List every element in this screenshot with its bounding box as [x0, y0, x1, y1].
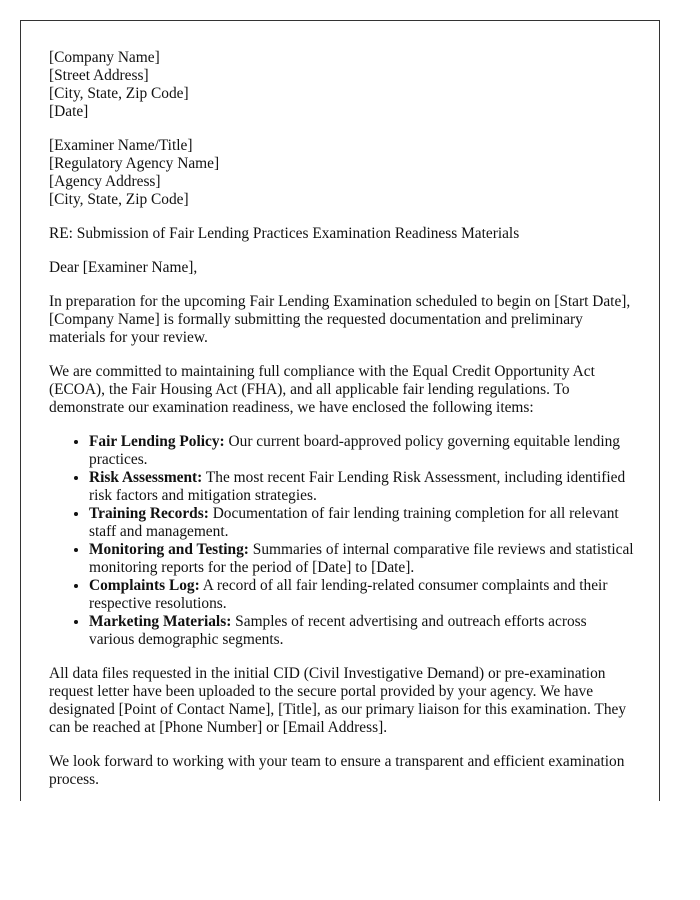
item-title: Risk Assessment:: [89, 469, 203, 486]
item-title: Fair Lending Policy:: [89, 433, 225, 450]
list-item: [89, 613, 635, 649]
intro-paragraph: In preparation for the upcoming Fair Lending Examination scheduled to begin on [Start Date], [Company Name] is formally submitting the requested documentation and preliminary materials for your review.: [49, 293, 631, 346]
item-text: Summaries of internal comparative file reviews and statistical monitoring reports for the period of [Date] to [Date].: [89, 541, 634, 576]
item-title: Complaints Log:: [89, 577, 200, 594]
recipient-city: [City, State, Zip Code]: [49, 191, 189, 208]
data-files-paragraph: All data files requested in the initial CID (Civil Investigative Demand) or pre-examination request letter have been uploaded to the secure portal provided by your agency. We have designated [Point of Contact Name], [Title], as our primary liaison for this examination. They can be reached at [Phone Number] or [Email Address].: [49, 665, 627, 736]
sender-street: [Street Address]: [49, 67, 149, 84]
enclosed-items-list: [49, 433, 635, 649]
commitment-paragraph: We are committed to maintaining full compliance with the Equal Credit Opportunity Act (ECOA), the Fair Housing Act (FHA), and all applicable fair lending regulations. To demonstrate our examination readiness, we have enclosed the following items:: [49, 363, 595, 416]
list-item: [89, 469, 635, 505]
list-item: [89, 577, 635, 613]
recipient-address: [49, 137, 635, 209]
list-item: [89, 433, 635, 469]
recipient-agency: [Regulatory Agency Name]: [49, 155, 220, 172]
item-text: Our current board-approved policy governing equitable lending practices.: [89, 433, 620, 468]
sender-address: [49, 49, 635, 121]
item-title: Training Records:: [89, 505, 209, 522]
sender-company: [Company Name]: [49, 49, 160, 66]
subject-line: RE: Submission of Fair Lending Practices Examination Readiness Materials: [49, 225, 520, 242]
list-item: [89, 505, 635, 541]
recipient-name: [Examiner Name/Title]: [49, 137, 193, 154]
salutation: Dear [Examiner Name],: [49, 259, 198, 276]
item-text: A record of all fair lending-related consumer complaints and their respective resolutions.: [89, 577, 608, 612]
letter-date: [Date]: [49, 103, 89, 120]
item-text: Documentation of fair lending training completion for all relevant staff and management.: [89, 505, 619, 540]
letter-page: [20, 20, 660, 801]
sender-city: [City, State, Zip Code]: [49, 85, 189, 102]
item-text: Samples of recent advertising and outreach efforts across various demographic segments.: [89, 613, 587, 648]
item-text: The most recent Fair Lending Risk Assessment, including identified risk factors and mitigation strategies.: [89, 469, 626, 504]
closing-paragraph: We look forward to working with your team to ensure a transparent and efficient examination process.: [49, 753, 625, 788]
item-title: Monitoring and Testing:: [89, 541, 249, 558]
letter-content: [49, 49, 635, 789]
list-item: [89, 541, 635, 577]
recipient-street: [Agency Address]: [49, 173, 161, 190]
item-title: Marketing Materials:: [89, 613, 232, 630]
